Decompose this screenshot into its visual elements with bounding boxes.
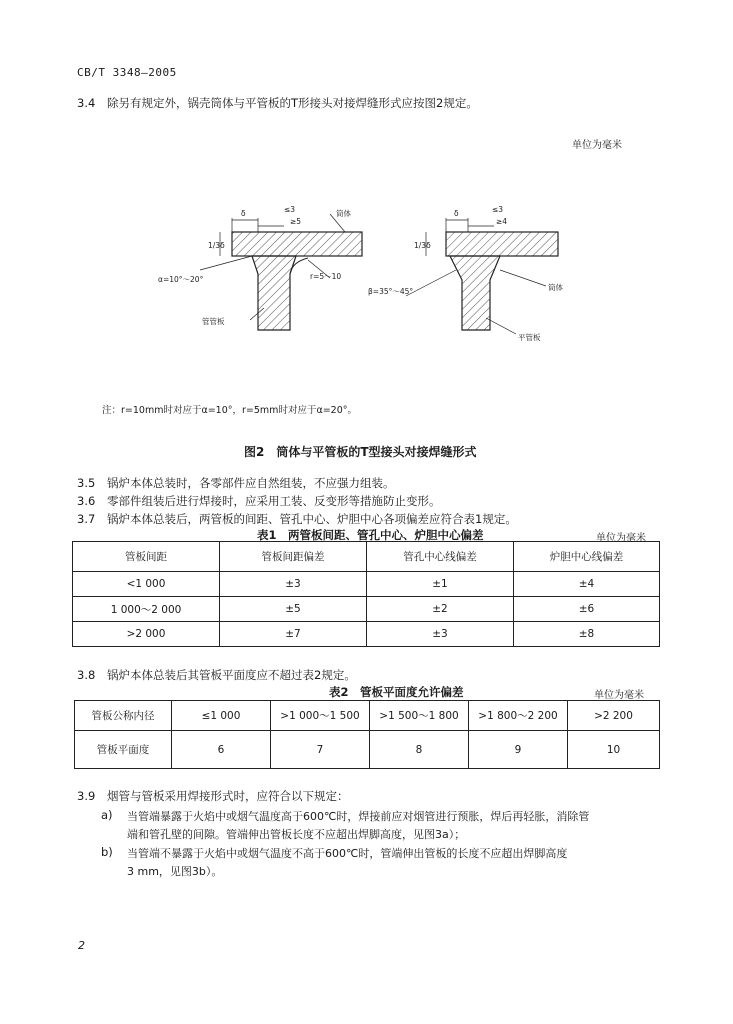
left-label-angle: α=10°～20° — [158, 275, 204, 284]
right-dim-land: ≥4 — [496, 217, 508, 226]
clause-3-6 — [77, 493, 441, 509]
left-weld-detail — [158, 205, 362, 330]
table-row-label: 管板公称内径 — [75, 701, 172, 731]
table-cell: >1 800～2 200 — [469, 701, 568, 731]
clause-number: 3.6 — [77, 494, 96, 508]
clause-number: 3.8 — [77, 668, 96, 682]
clause-text: 除另有规定外，锅壳筒体与平管板的T形接头对接焊缝形式应按图2规定。 — [107, 96, 478, 110]
table2-title: 表2 管板平面度允许偏差 — [329, 685, 464, 699]
clause-number: 3.5 — [77, 476, 96, 490]
table-row — [75, 731, 660, 769]
table1-unit: 单位为毫米 — [596, 533, 646, 544]
figure-note: 注：r=10mm时对应于α=10°，r=5mm时对应于α=20°。 — [102, 405, 358, 416]
table-cell: 8 — [370, 731, 469, 769]
clause-text: 烟管与管板采用焊接形式时，应符合以下规定： — [107, 789, 349, 803]
standard-number: CB/T 3348—2005 — [77, 66, 177, 79]
right-weld-detail — [368, 205, 563, 342]
item-b-line1: 当管端不暴露于火焰中或烟气温度不高于600℃时，管端伸出管板的长度不应超出焊脚高度 — [127, 847, 568, 860]
item-a-line2: 端和管孔壁的间隙。管端伸出管板长度不应超出焊脚高度，见图3a）； — [127, 828, 466, 841]
left-label-radius: r=5～10 — [310, 272, 342, 281]
table-cell: >1 000～1 500 — [271, 701, 370, 731]
table-header-cell: 炉胆中心线偏差 — [514, 542, 660, 572]
table-row — [73, 597, 660, 622]
clause-3-9 — [77, 788, 349, 804]
table2-unit: 单位为毫米 — [594, 690, 644, 701]
clause-number: 3.4 — [77, 96, 96, 110]
item-b-line2: 3 mm，见图3b）。 — [127, 865, 223, 878]
table-cell: >1 500～1 800 — [370, 701, 469, 731]
left-dim-land: ≥5 — [290, 217, 302, 226]
item-a-line1: 当管端暴露于火焰中或烟气温度高于600℃时，焊接前应对烟管进行预胀，焊后再轻胀，消除管 — [127, 810, 590, 823]
item-b-mark: b) — [101, 845, 113, 859]
right-label-plate: 平管板 — [518, 333, 541, 342]
left-dim-depth: 1/3δ — [208, 241, 225, 250]
table-cell: ±2 — [367, 597, 514, 622]
clause-text: 零部件组装后进行焊接时，应采用工装、反变形等措施防止变形。 — [107, 494, 441, 508]
table-cell: 9 — [469, 731, 568, 769]
table-header-cell: 管板间距 — [73, 542, 220, 572]
table-header-cell: 管孔中心线偏差 — [367, 542, 514, 572]
table1-title: 表1 两管板间距、管孔中心、炉胆中心偏差 — [257, 528, 484, 542]
table-row — [73, 622, 660, 647]
left-label-plate: 管管板 — [202, 317, 225, 326]
clause-number: 3.7 — [77, 512, 96, 526]
table-row — [75, 701, 660, 731]
clause-text: 锅炉本体总装后，两管板的间距、管孔中心、炉胆中心各项偏差应符合表1规定。 — [107, 512, 517, 526]
table-cell: ±8 — [514, 622, 660, 647]
right-label-angle: β=35°～45° — [368, 287, 414, 296]
table-cell: ±1 — [367, 572, 514, 597]
clause-3-4 — [77, 95, 478, 111]
table-cell: >2 200 — [568, 701, 660, 731]
right-dim-depth: 1/3δ — [414, 241, 431, 250]
table-cell: <1 000 — [73, 572, 220, 597]
right-dim-thickness: δ — [454, 209, 459, 218]
right-dim-gap: ≤3 — [492, 205, 504, 214]
table-cell: ±5 — [220, 597, 367, 622]
table-row-label: 管板平面度 — [75, 731, 172, 769]
unit-note: 单位为毫米 — [572, 140, 622, 151]
clause-text: 锅炉本体总装时，各零部件应自然组装，不应强力组装。 — [107, 476, 395, 490]
right-label-shell: 筒体 — [548, 283, 563, 292]
table-cell: ±3 — [367, 622, 514, 647]
clause-3-8 — [77, 667, 356, 683]
table-header-cell: 管板间距偏差 — [220, 542, 367, 572]
table-row — [73, 572, 660, 597]
figure-2-weld-drawing — [140, 190, 600, 370]
table-cell: 6 — [172, 731, 271, 769]
clause-number: 3.9 — [77, 789, 96, 803]
table-cell: 1 000～2 000 — [73, 597, 220, 622]
table-cell: ±3 — [220, 572, 367, 597]
figure-caption: 图2 筒体与平管板的T型接头对接焊缝形式 — [244, 445, 477, 459]
table-cell: ≤1 000 — [172, 701, 271, 731]
table-header-row — [73, 542, 660, 572]
table-cell: ±6 — [514, 597, 660, 622]
table-cell: 10 — [568, 731, 660, 769]
left-dim-thickness: δ — [241, 209, 246, 218]
left-dim-gap: ≤3 — [284, 205, 296, 214]
left-label-shell: 筒体 — [336, 209, 351, 218]
table-cell: 7 — [271, 731, 370, 769]
clause-text: 锅炉本体总装后其管板平面度应不超过表2规定。 — [107, 668, 356, 682]
table-cell: >2 000 — [73, 622, 220, 647]
table-cell: ±4 — [514, 572, 660, 597]
table1 — [72, 541, 660, 647]
clause-3-7 — [77, 511, 517, 527]
table2 — [74, 700, 660, 769]
clause-3-5 — [77, 475, 395, 491]
table-cell: ±7 — [220, 622, 367, 647]
page-number: 2 — [78, 939, 85, 952]
item-a-mark: a) — [101, 808, 113, 822]
